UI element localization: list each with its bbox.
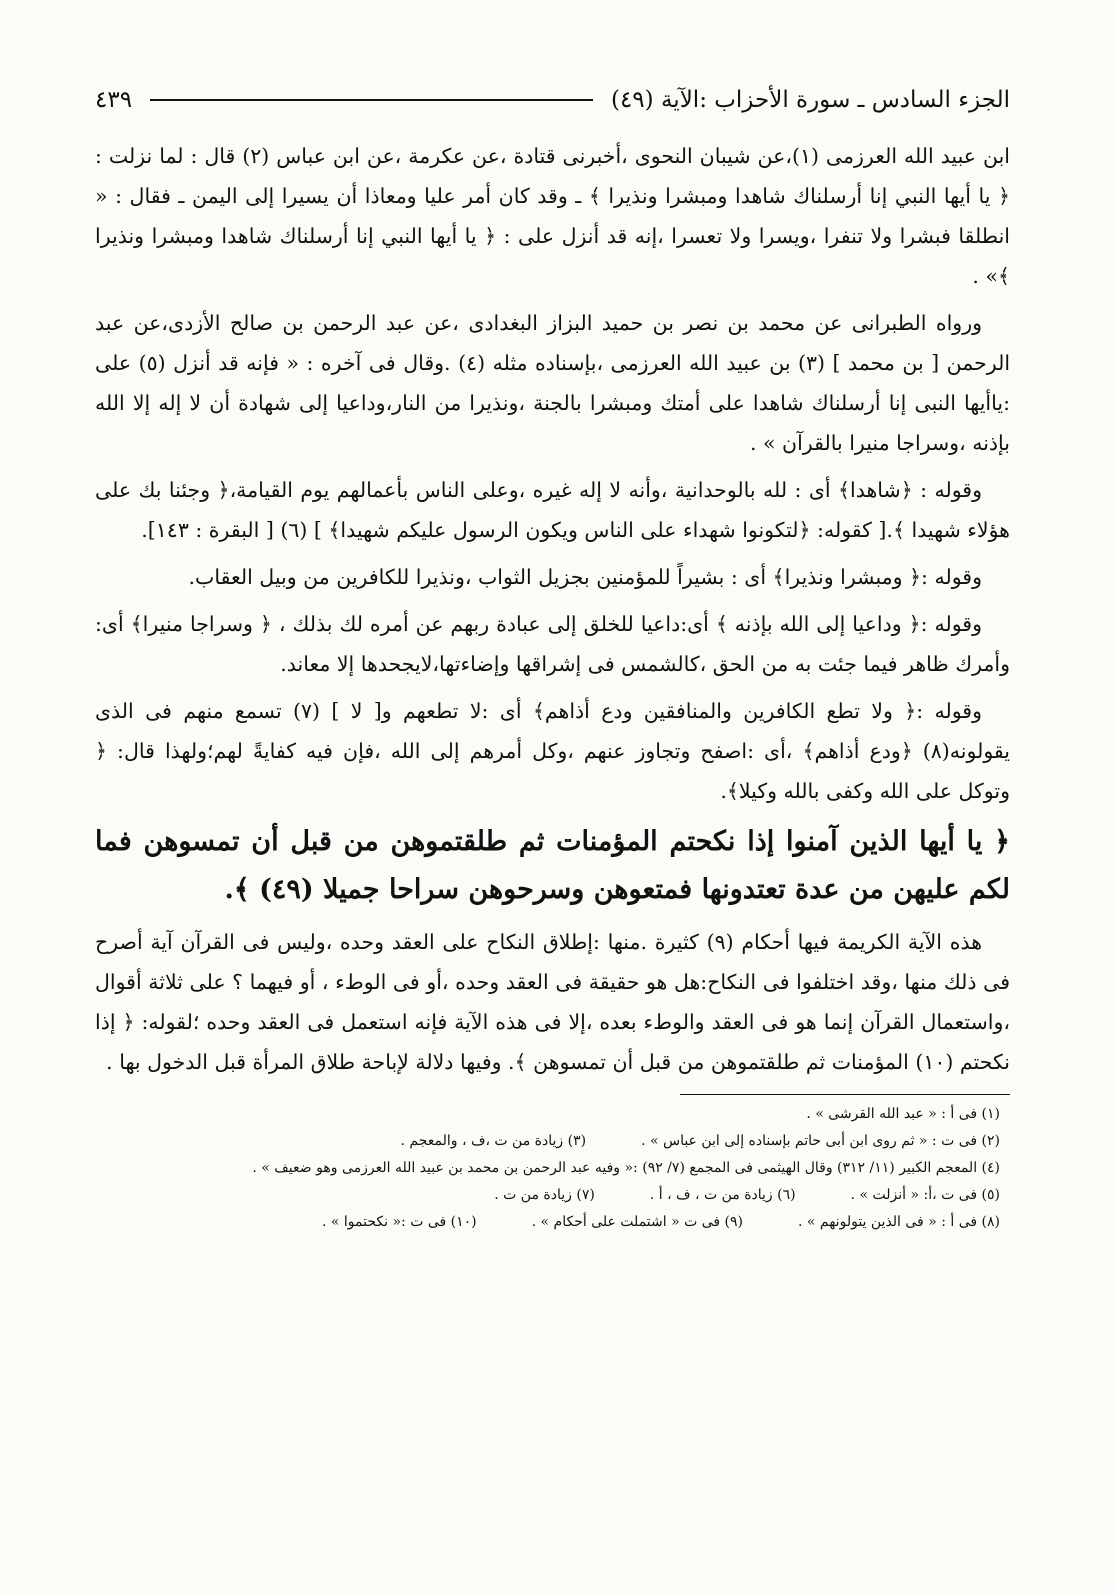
header-title: الجزء السادس ـ سورة الأحزاب :الآية (٤٩) <box>610 87 1010 113</box>
footnote: (٧) زيادة من ت . <box>494 1187 595 1203</box>
header-rule <box>150 99 593 101</box>
footnote: (٩) فى ت « اشتملت على أحكام » . <box>531 1214 743 1230</box>
paragraph: وقوله :﴿ وداعيا إلى الله بإذنه ﴾ أى:داعيا للخلق إلى عبادة ربهم عن أمره لك بذلك ، ﴿ وسراجا منيرا﴾ أى: وأمرك ظاهر فيما جئت به من الحق ،كالشمس فى إشراقها وإضاءتها،لايجحدها إلا معاند. <box>95 612 1010 676</box>
page-number: ٤٣٩ <box>95 87 133 113</box>
commentary-paragraph: هذه الآية الكريمة فيها أحكام (٩) كثيرة .منها :إطلاق النكاح على العقد وحده ،وليس فى القرآن آية أصرح فى ذلك منها ،وقد اختلفوا فى النكاح:هل هو حقيقة فى العقد وحده ،أو فى الوطء ، أو فيهما ؟ على ثلاثة أقوال ،واستعمال القرآن إنما هو فى العقد والوطء بعده ،إلا فى هذه الآية فإنه استعمل فى العقد وحده ؛لقوله: ﴿ إذا نكحتم (١٠) المؤمنات ثم طلقتموهن من قبل أن تمسوهن ﴾. وفيها دلالة لإباحة طلاق المرأة قبل الدخول بها . <box>95 930 1010 1074</box>
footnotes <box>95 1101 1010 1236</box>
footnote-row <box>95 1209 1010 1236</box>
footnote: (٨) فى أ : « فى الذين يتولونهم » . <box>798 1214 1000 1230</box>
quran-verse: ﴿ يا أيها الذين آمنوا إذا نكحتم المؤمنات ثم طلقتموهن من قبل أن تمسوهن فما لكم عليهن من عدة تعتدونها فمتعوهن وسرحوهن سراحا جميلا (٤٩) ﴾. <box>95 826 1010 905</box>
paragraph: وقوله :﴿ ومبشرا ونذيرا﴾ أى : بشيراً للمؤمنين بجزيل الثواب ،ونذيرا للكافرين من وبيل العقاب. <box>188 565 982 589</box>
footnote: (١) فى أ : « عبد الله القرشى » . <box>806 1106 1000 1122</box>
footnote: (٤) المعجم الكبير (١١/ ٣١٢) وقال الهيثمى فى المجمع (٧/ ٩٢) :« وفيه عبد الرحمن بن محمد بن عبيد الله العرزمى وهو ضعيف » . <box>252 1160 1000 1176</box>
footnote-row <box>95 1182 1010 1209</box>
running-header <box>95 82 1010 118</box>
footnote: (٢) فى ت : « ثم روى ابن أبى حاتم بإسناده إلى ابن عباس » . <box>641 1133 1000 1149</box>
footnote: (١٠) فى ت :« نكحتموا » . <box>322 1214 477 1230</box>
paragraph: ابن عبيد الله العرزمى (١)،عن شيبان النحوى ،أخبرنى قتادة ،عن عكرمة ،عن ابن عباس (٢) قال : لما نزلت : ﴿ يا أيها النبي إنا أرسلناك شاهدا ومبشرا ونذيرا ﴾ ـ وقد كان أمر عليا ومعاذا أن يسيرا إلى اليمن ـ فقال : « انطلقا فبشرا ولا تنفرا ،ويسرا ولا تعسرا ،إنه قد أنزل على : ﴿ يا أيها النبي إنا أرسلناك شاهدا ومبشرا ونذيرا ﴾» . <box>95 144 1010 288</box>
page-body <box>95 136 1010 1082</box>
footnote-divider <box>680 1094 1010 1095</box>
footnote: (٣) زيادة من ت ،ف ، والمعجم . <box>400 1133 587 1149</box>
footnote-row <box>95 1101 1010 1128</box>
footnote: (٥) فى ت ،أ: « أنزلت » . <box>850 1187 1000 1203</box>
footnote-row <box>95 1155 1010 1182</box>
footnote-row <box>95 1128 1010 1155</box>
paragraph: وقوله :﴿ ولا تطع الكافرين والمنافقين ودع أذاهم﴾ أى :لا تطعهم و[ لا ] (٧) تسمع منهم فى الذى يقولونه(٨) ﴿ودع أذاهم﴾ ،أى :اصفح وتجاوز عنهم ،وكل أمرهم إلى الله ،فإن فيه كفايةً لهم؛ولهذا قال: ﴿ وتوكل على الله وكفى بالله وكيلا﴾. <box>95 699 1010 803</box>
paragraph: ورواه الطبرانى عن محمد بن نصر بن حميد البزاز البغدادى ،عن عبد الرحمن بن صالح الأزدى،عن عبد الرحمن [ بن محمد ] (٣) بن عبيد الله العرزمى ،بإسناده مثله (٤) .وقال فى آخره : « فإنه قد أنزل (٥) على :ياأيها النبى إنا أرسلناك شاهدا على أمتك ومبشرا بالجنة ،ونذيرا من النار،وداعيا إلى شهادة أن لا إله إلا الله بإذنه ،وسراجا منيرا بالقرآن » . <box>95 311 1011 455</box>
footnote: (٦) زيادة من ت ، ف ، أ . <box>649 1187 796 1203</box>
paragraph: وقوله : ﴿شاهدا﴾ أى : لله بالوحدانية ،وأنه لا إله غيره ،وعلى الناس بأعمالهم يوم القيامة،﴿ وجئنا بك على هؤلاء شهيدا ﴾.[ كقوله: ﴿لتكونوا شهداء على الناس ويكون الرسول عليكم شهيدا﴾ ] (٦) [ البقرة : ١٤٣]. <box>95 478 1010 542</box>
